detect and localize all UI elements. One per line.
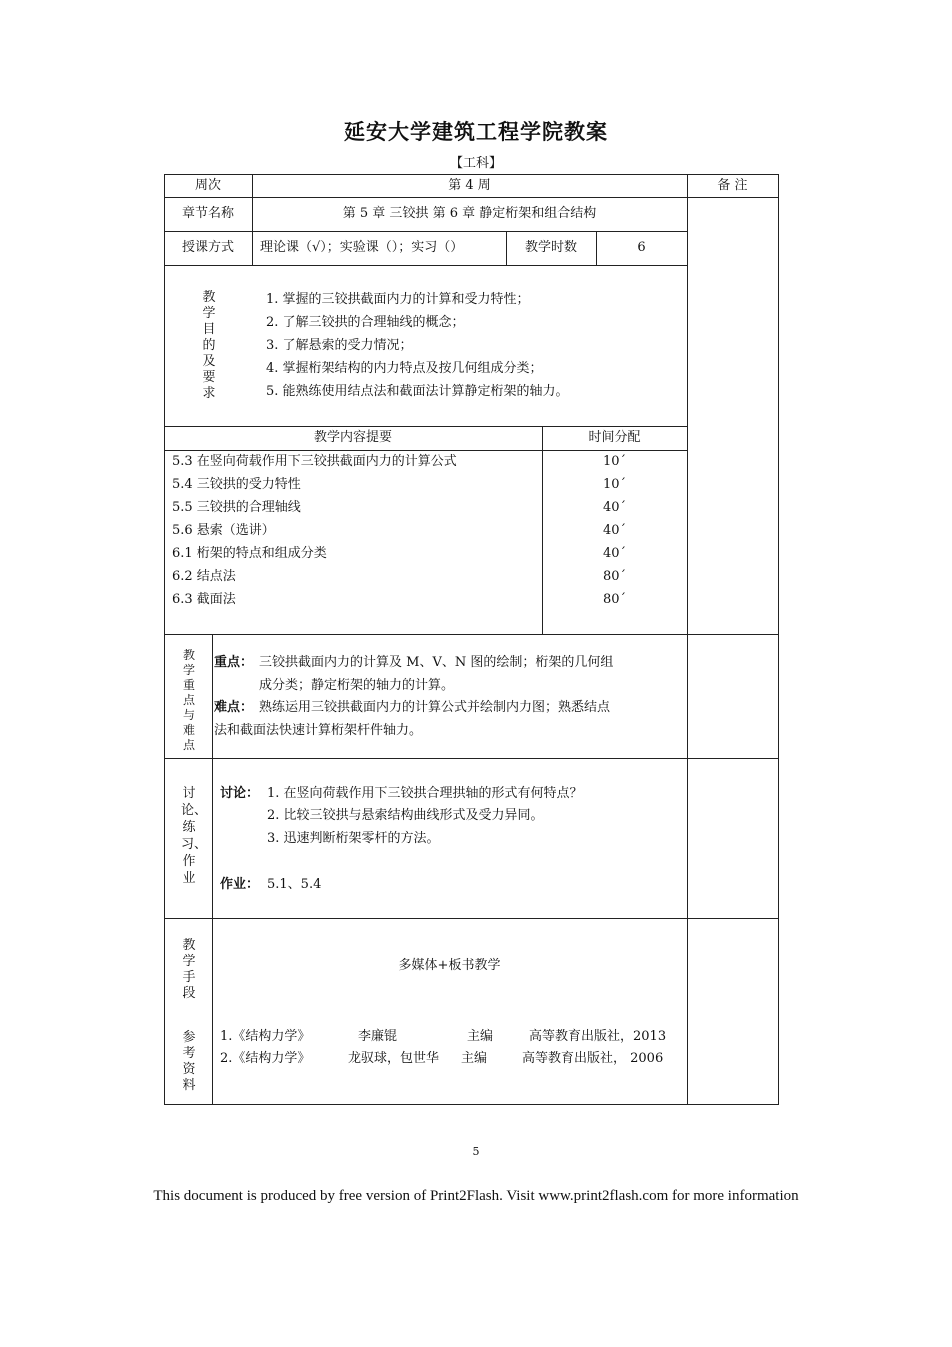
footer-notice: This document is produced by free version of Print2Flash. Visit www.print2flash.com for more information <box>153 1188 799 1204</box>
hours-value: 6 <box>637 240 646 255</box>
content-topic: 6.2 结点法 <box>172 569 236 584</box>
content-time: 80´ <box>602 569 627 584</box>
reference-publisher: 高等教育出版社， 2006 <box>522 1051 664 1066</box>
means-label: 教学手段 <box>182 938 196 1001</box>
reference-book: 1.《结构力学》 <box>220 1029 311 1044</box>
reference-role: 主编 <box>467 1029 494 1044</box>
content-time: 10´ <box>602 454 627 469</box>
discussion-item: 1. 在竖向荷载作用下三铰拱合理拱轴的形式有何特点？ <box>267 786 583 801</box>
means-value: 多媒体+板书教学 <box>398 958 501 973</box>
objective-item: 5. 能熟练使用结点法和截面法计算静定桁架的轴力。 <box>266 384 569 399</box>
difficulty-line: 法和截面法快速计算桁架杆件轴力。 <box>214 723 423 738</box>
discussion-label: 讨论、练习、作业 <box>181 786 208 886</box>
objective-item: 3. 了解悬索的受力情况； <box>266 338 413 353</box>
chapter-label: 章节名称 <box>181 206 234 221</box>
reference-book: 2.《结构力学》 <box>220 1051 311 1066</box>
content-time: 10´ <box>602 477 627 492</box>
objectives-label: 教学目的及要求 <box>202 290 216 401</box>
chapter-value: 第 5 章 三铰拱 第 6 章 静定桁架和组合结构 <box>342 206 597 221</box>
reference-author: 龙驭球，包世华 <box>348 1051 440 1066</box>
homework-label: 作业： <box>220 877 260 892</box>
homework-value: 5.1、5.4 <box>267 877 322 892</box>
hours-label: 教学时数 <box>524 240 577 255</box>
content-topic: 6.1 桁架的特点和组成分类 <box>172 546 327 561</box>
reference-publisher: 高等教育出版社，2013 <box>529 1029 667 1044</box>
week-label: 周次 <box>194 178 221 193</box>
objective-item: 4. 掌握桁架结构的内力特点及按几何组成分类； <box>266 361 543 376</box>
content-topic: 5.3 在竖向荷载作用下三铰拱截面内力的计算公式 <box>172 454 457 469</box>
document-title: 延安大学建筑工程学院教案 <box>344 119 608 144</box>
remark-label: 备 注 <box>717 178 748 193</box>
discussion-item: 2. 比较三铰拱与悬索结构曲线形式及受力异同。 <box>267 808 544 823</box>
key-points-label: 重点： <box>214 655 254 670</box>
week-value: 第 4 周 <box>448 178 491 193</box>
key-points-line: 成分类；静定桁架的轴力的计算。 <box>259 678 455 693</box>
reference-author: 李廉锟 <box>358 1029 398 1044</box>
document-subtitle: 【工科】 <box>449 156 502 171</box>
objective-item: 2. 了解三铰拱的合理轴线的概念； <box>266 315 465 330</box>
content-header-topic: 教学内容提要 <box>313 430 392 445</box>
content-time: 40´ <box>602 500 627 515</box>
method-value: 理论课（√）；实验课（）；实习（） <box>260 240 464 255</box>
key-points-line: 三铰拱截面内力的计算及 M、V、N 图的绘制；桁架的几何组 <box>259 655 614 670</box>
reference-role: 主编 <box>461 1051 488 1066</box>
keypoints-label: 教学重点与难点 <box>182 648 195 752</box>
content-topic: 5.5 三铰拱的合理轴线 <box>172 500 301 515</box>
discussion-item: 3. 迅速判断桁架零杆的方法。 <box>267 831 440 846</box>
content-time: 40´ <box>602 523 627 538</box>
difficulty-line: 熟练运用三铰拱截面内力的计算公式并绘制内力图；熟悉结点 <box>259 700 611 715</box>
content-topic: 6.3 截面法 <box>172 592 236 607</box>
difficulty-label: 难点： <box>214 700 254 715</box>
content-time: 80´ <box>602 592 627 607</box>
content-topic: 5.6 悬索（选讲） <box>172 523 275 538</box>
references-label: 参考资料 <box>182 1030 196 1093</box>
content-topic: 5.4 三铰拱的受力特性 <box>172 477 301 492</box>
objective-item: 1. 掌握的三铰拱截面内力的计算和受力特性； <box>266 292 530 307</box>
discussion-title: 讨论： <box>220 786 260 801</box>
content-time: 40´ <box>602 546 627 561</box>
method-label: 授课方式 <box>181 240 234 255</box>
content-header-time: 时间分配 <box>588 430 641 445</box>
page-number: 5 <box>472 1145 480 1158</box>
